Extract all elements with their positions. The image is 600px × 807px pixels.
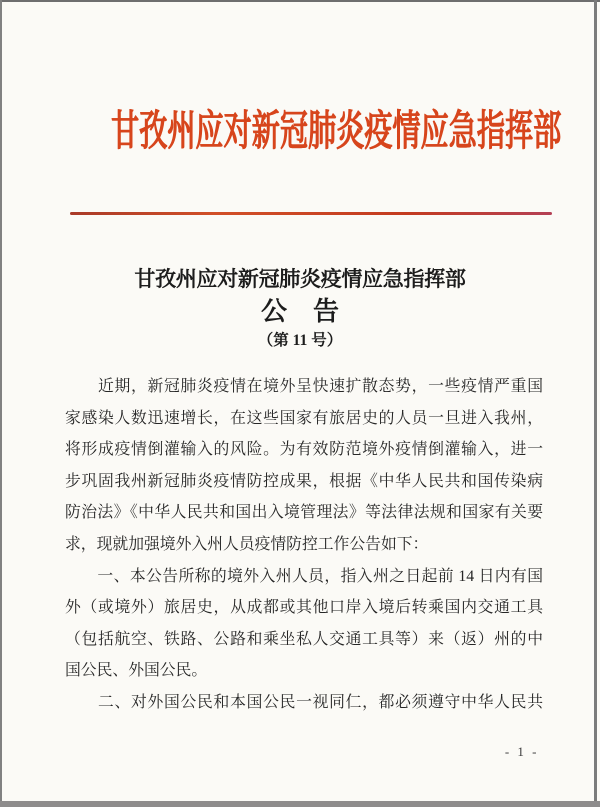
body-line: 国公民、外国公民。	[65, 662, 208, 680]
body-line: 求，现就加强境外入州人员疫情防控工作公告如下：	[65, 535, 429, 553]
page-number: - 1 -	[504, 744, 539, 759]
body-line: 步巩固我州新冠肺炎疫情防控成果，根据《中华人民共和国传染病	[65, 472, 543, 490]
body-line: 一、本公告所称的境外入州人员，指入州之日起前 14 日内有国	[65, 567, 543, 585]
body-line: （包括航空、铁路、公路和乘坐私人交通工具等）来（返）州的中	[65, 630, 543, 648]
letterhead-title-text: 甘孜州应对新冠肺炎疫情应急指挥部	[110, 109, 562, 155]
letterhead-title	[0, 110, 600, 154]
body-line: 防治法》《中华人民共和国出入境管理法》等法律法规和国家有关要	[65, 504, 543, 522]
announcement-heading: 公 告	[260, 297, 339, 326]
scan-edge-bottom	[0, 801, 600, 807]
document-org-title: 甘孜州应对新冠肺炎疫情应急指挥部	[134, 267, 466, 291]
body-line: 近期，新冠肺炎疫情在境外呈快速扩散态势，一些疫情严重国	[65, 378, 543, 395]
body-line: 家感染人数迅速增长，在这些国家有旅居史的人员一旦进入我州，	[65, 409, 543, 427]
scan-edge-top	[0, 0, 600, 2]
body-line: 外（或境外）旅居史，从成都或其他口岸入境后转乘国内交通工具	[65, 599, 543, 617]
red-divider-line	[70, 212, 552, 215]
document-number: （第 11 号）	[257, 332, 343, 349]
body-line: 将形成疫情倒灌输入的风险。为有效防范境外疫情倒灌输入，进一	[65, 441, 543, 459]
body-line: 二、对外国公民和本国公民一视同仁，都必须遵守中华人民共	[65, 693, 543, 711]
document-body	[65, 371, 543, 719]
